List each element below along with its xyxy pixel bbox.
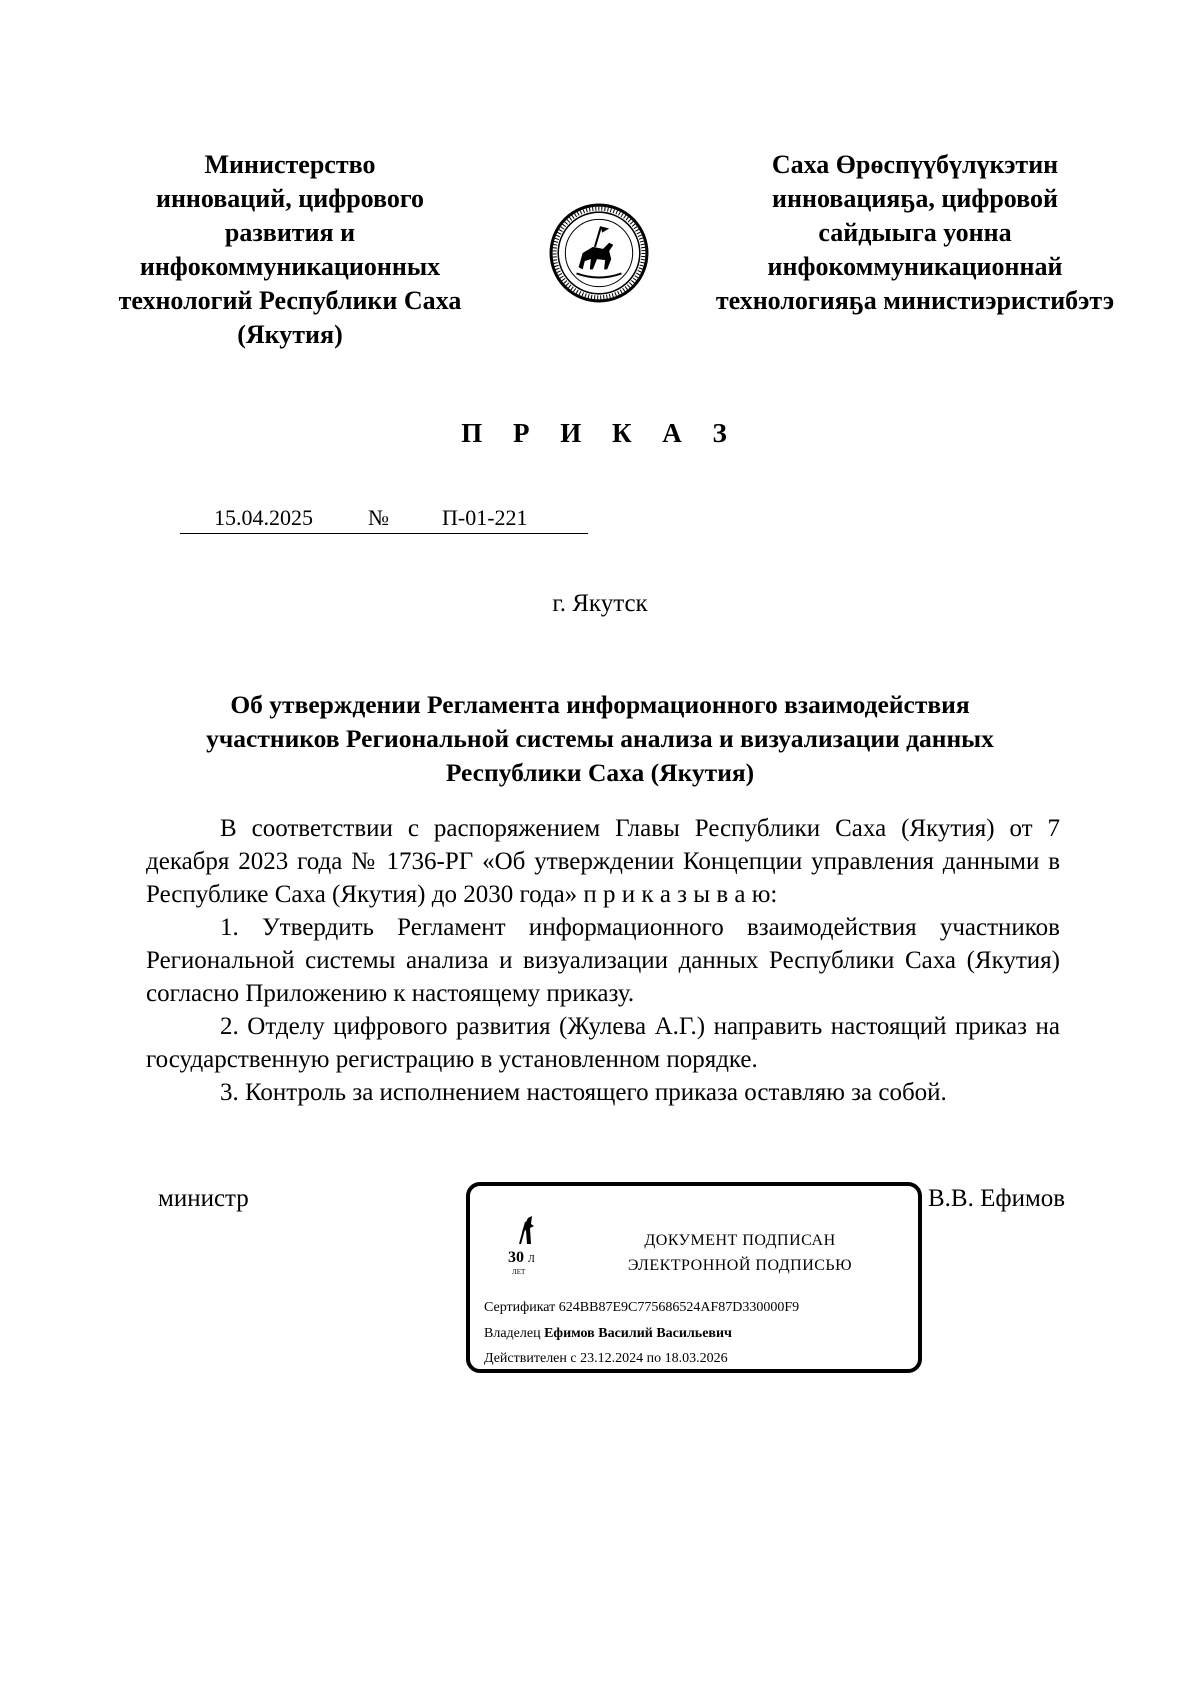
body-paragraph: В соответствии с распоряжением Главы Республики Саха (Якутия) от 7 декабря 2023 года № 1736-РГ «Об утверждении Концепции управления данными в Республике Саха (Якутия) до 2030 года» п р и к а з ы в а ю: bbox=[146, 815, 1060, 908]
owner-value: Ефимов Василий Васильевич bbox=[544, 1326, 732, 1341]
signer-position: министр bbox=[158, 1185, 249, 1212]
body-paragraph: 1. Утвердить Регламент информационного взаимодействия участников Региональной системы анализа и визуализации данных Республики Саха (Якутия) согласно Приложению к настоящему приказу. bbox=[146, 914, 1060, 1007]
yakutia-emblem-icon bbox=[548, 202, 650, 304]
svg-text:ЛЕТ: ЛЕТ bbox=[512, 1268, 526, 1276]
ministry-name-sah-line: сайдыыга уонна bbox=[818, 218, 1012, 247]
owner-label: Владелец bbox=[484, 1326, 541, 1341]
order-subject bbox=[100, 688, 1100, 790]
certificate-label: Сертификат bbox=[484, 1300, 556, 1315]
body-paragraph: 3. Контроль за исполнением настоящего приказа оставляю за собой. bbox=[220, 1079, 947, 1106]
valid-label: Действителен с bbox=[484, 1351, 577, 1366]
signer-name: В.В. Ефимов bbox=[928, 1185, 1066, 1212]
ministry-name-sah-line: технологияҕа министиэристибэтэ bbox=[715, 286, 1115, 315]
ministry-name-ru-line: (Якутия) bbox=[237, 320, 343, 349]
ministry-name-sah-line: инновацияҕа, цифровой bbox=[772, 184, 1058, 213]
electronic-signature-stamp bbox=[466, 1182, 922, 1373]
stamp-owner bbox=[484, 1326, 732, 1342]
valid-to: 18.03.2026 bbox=[664, 1351, 728, 1366]
city: г. Якутск bbox=[552, 590, 648, 617]
ministry-name-ru-line: инфокоммуникационных bbox=[139, 252, 441, 281]
order-subject-line: Республики Саха (Якутия) bbox=[445, 758, 755, 787]
certificate-value: 624BB87E9C775686524AF87D330000F9 bbox=[558, 1300, 800, 1315]
anniversary-logo-icon bbox=[506, 1214, 546, 1278]
valid-to-label: по bbox=[646, 1351, 662, 1366]
ministry-name-ru-line: инноваций, цифрового bbox=[155, 184, 425, 213]
ministry-name-ru-line: технологий Республики Саха bbox=[118, 286, 462, 315]
order-subject-line: Об утверждении Регламента информационного взаимодействия bbox=[230, 690, 970, 719]
stamp-validity bbox=[484, 1351, 728, 1367]
order-subject-line: участников Региональной системы анализа и визуализации данных bbox=[206, 724, 994, 753]
stamp-certificate bbox=[484, 1300, 799, 1316]
date-number-underline bbox=[180, 533, 588, 534]
ministry-name-ru bbox=[90, 148, 490, 352]
ministry-name-sah bbox=[690, 148, 1140, 318]
ministry-name-ru-line: Министерство bbox=[204, 150, 376, 179]
stamp-title-line: ЭЛЕКТРОННОЙ ПОДПИСЬЮ bbox=[627, 1257, 853, 1274]
document-title: П Р И К А З bbox=[461, 418, 739, 448]
order-number-sign: № bbox=[368, 505, 389, 530]
order-number: П-01-221 bbox=[442, 505, 528, 530]
ministry-name-ru-line: развития и bbox=[224, 218, 356, 247]
svg-text:30: 30 bbox=[508, 1249, 524, 1266]
ministry-name-sah-line: инфокоммуникационнай bbox=[767, 252, 1063, 281]
order-body bbox=[146, 812, 1060, 1109]
svg-text:Л: Л bbox=[528, 1254, 535, 1265]
valid-from: 23.12.2024 bbox=[580, 1351, 644, 1366]
ministry-name-sah-line: Саха Өрөспүүбүлүкэтин bbox=[771, 150, 1059, 179]
order-date: 15.04.2025 bbox=[214, 505, 313, 530]
body-paragraph: 2. Отделу цифрового развития (Жулева А.Г.) направить настоящий приказ на государственную регистрацию в установленном порядке. bbox=[146, 1013, 1060, 1073]
stamp-title-line: ДОКУМЕНТ ПОДПИСАН bbox=[644, 1232, 836, 1249]
